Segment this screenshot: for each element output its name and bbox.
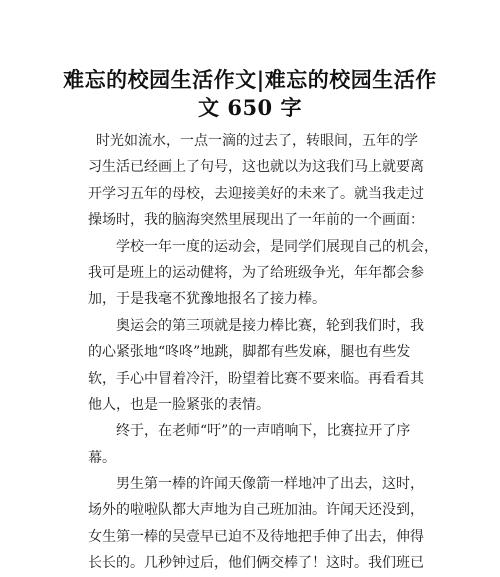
text-line: 加，于是我毫不犹豫地报名了接力棒。	[88, 291, 326, 308]
text-line: 时光如流水，一点一滴的过去了，转眼间，五年的学	[96, 133, 418, 149]
text-line: 终于，在老师“吁”的一声哨响下，比赛拉开了序	[116, 423, 411, 440]
text-line: 他人，也是一脸紧张的表情。	[88, 396, 270, 413]
text-line: 长长的。几秒钟过后，他们俩交棒了！这时。我们班已	[88, 555, 424, 572]
text-line: 女生第一棒的吴壹早已迫不及待地把手伸了出去，伸得	[88, 528, 424, 545]
text-line: 开学习五年的母校，去迎接美好的未来了。就当我走过	[88, 185, 424, 202]
text-line: 我可是班上的运动健将，为了给班级争光，年年都会参	[88, 264, 424, 281]
document-title	[60, 66, 440, 122]
text-line: 奥运会的第三项就是接力棒比赛，轮到我们时，我	[116, 317, 424, 334]
text-line: 场外的啦啦队都大声地为自己班加油。许闻天还没到，	[88, 502, 424, 519]
text-line: 的心紧张地“咚咚”地跳，脚都有些发麻，腿也有些发	[88, 344, 411, 361]
text-line: 学校一年一度的运动会，是同学们展现自己的机会，	[116, 238, 438, 255]
text-line: 习生活已经画上了句号，这也就以为这我们马上就要离	[88, 159, 424, 176]
text-line: 幕。	[88, 449, 116, 466]
title-line-2: 文 650 字	[198, 95, 302, 120]
text-line: 男生第一棒的许闻天像箭一样地冲了出去，这时，	[116, 476, 424, 493]
article-body	[88, 128, 438, 577]
text-line: 操场时，我的脑海突然里展现出了一年前的一个画面：	[88, 212, 424, 229]
text-line: 软，手心中冒着冷汗，盼望着比赛不要来临。再看看其	[88, 370, 424, 387]
title-line-1: 难忘的校园生活作文|难忘的校园生活作	[63, 67, 437, 92]
